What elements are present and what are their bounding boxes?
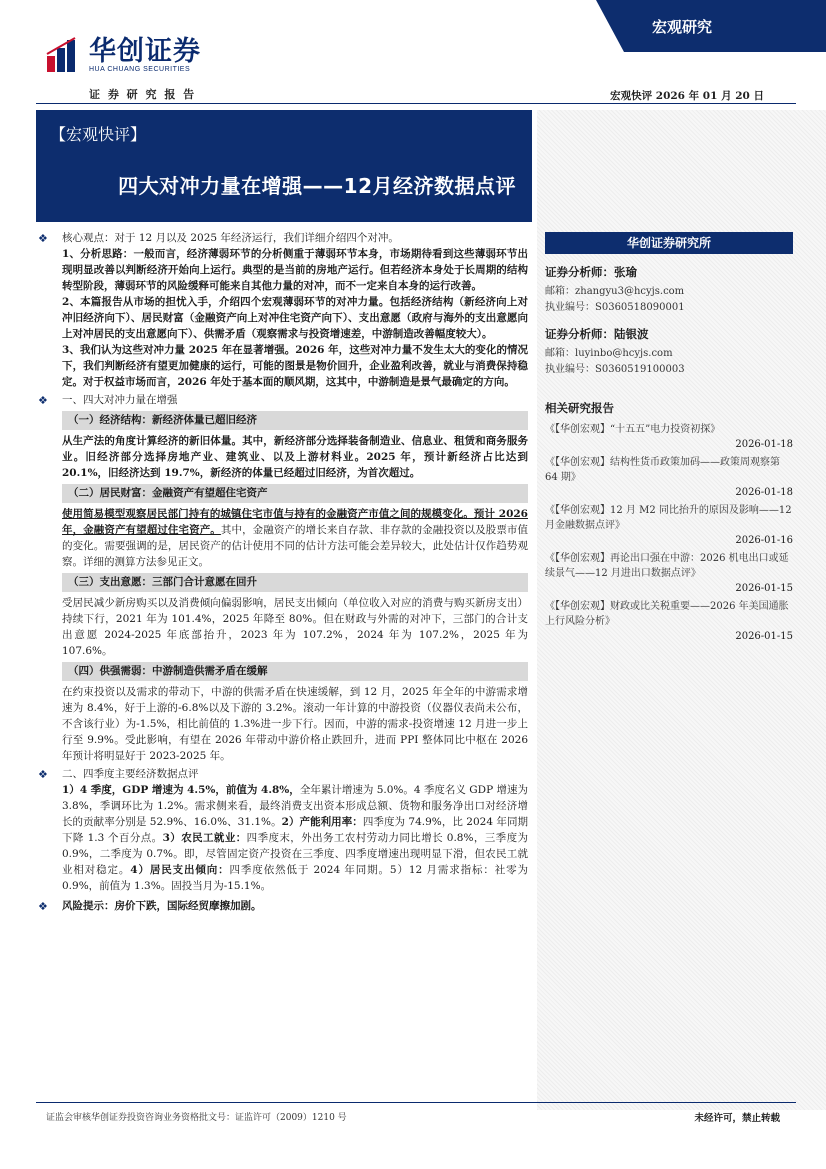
report-tag: 【宏观快评】: [50, 125, 147, 144]
logo-en-text: HUA CHUANG SECURITIES: [89, 65, 191, 73]
company-logo: [45, 36, 201, 74]
related-report-date: 2026-01-16: [735, 535, 793, 546]
risk-warning: 风险提示：房价下跌，国际经贸摩擦加剧。: [62, 900, 262, 912]
related-report-link[interactable]: 《【华创宏观】12 月 M2 同比抬升的原因及影响——12 月金融数据点评》: [545, 505, 792, 531]
header-divider: [36, 103, 796, 104]
main-content: [36, 230, 528, 914]
section-text-emphasis: 使用简易模型观察居民部门持有的城镇住宅市值与持有的金融资产市值之间的规模变化。预计 2026 年，金融资产有望超过住宅资产。: [62, 508, 528, 536]
related-reports-title: 相关研究报告: [545, 401, 614, 415]
analyst-email[interactable]: 邮箱：luyinbo@hcyjs.com: [545, 348, 673, 359]
subsection-bar: （二）居民财富：金融资产有望超住宅资产: [62, 484, 528, 503]
diamond-bullet-icon: ❖: [38, 768, 48, 781]
title-banner: [36, 110, 532, 222]
sidebar: [545, 232, 793, 647]
related-report-date: 2026-01-15: [735, 583, 793, 594]
footer-divider: [36, 1102, 796, 1103]
report-meta: 宏观快评 2026 年 01 月 20 日: [610, 90, 764, 102]
logo-mark-icon: [45, 36, 83, 74]
report-title: 四大对冲力量在增强——12月经济数据点评: [118, 174, 516, 198]
diamond-bullet-icon: ❖: [38, 394, 48, 407]
diamond-bullet-icon: ❖: [38, 232, 48, 245]
section-text: 从生产法的角度计算经济的新旧体量。其中，新经济部分选择装备制造业、信息业、租赁和商务服务业。旧经济部分选择房地产业、建筑业、以及上游材料业。2025 年，预计新经济占比达到 20.1%，旧经济达到 19.7%，新经济的体量已经超过旧经济，为首次超过。: [62, 435, 528, 479]
spending-label: 4）居民支出倾向：: [130, 864, 230, 876]
footer-license: 证监会审核华创证券投资咨询业务资格批文号：证监许可（2009）1210 号: [46, 1113, 347, 1123]
analyst-email[interactable]: 邮箱：zhangyu3@hcyjs.com: [545, 286, 685, 297]
subsection-bar: （三）支出意愿：三部门合计意愿在回升: [62, 573, 528, 592]
related-report-link[interactable]: 《【华创宏观】“十五五”电力投资初探》: [545, 424, 721, 435]
core-view-label: 核心观点：对于 12 月以及 2025 年经济运行，我们详细介绍四个对冲。: [62, 232, 399, 244]
category-label: 宏观研究: [652, 18, 713, 36]
report-type: 证 券 研 究 报 告: [89, 88, 197, 101]
subsection-bar: （四）供强需弱：中游制造供需矛盾在缓解: [62, 662, 528, 681]
related-report-date: 2026-01-18: [735, 487, 793, 498]
section-heading: 一、四大对冲力量在增强: [62, 394, 178, 406]
diamond-bullet-icon: ❖: [38, 900, 48, 913]
related-report-link[interactable]: 《【华创宏观】结构性货币政策加码——政策周观察第 64 期》: [545, 457, 780, 483]
gdp-label: 1）4 季度，GDP 增速为 4.5%，前值为 4.8%，: [62, 784, 300, 796]
migrant-text: 四季度末，外出务工农村劳动力同比增长 0.8%，三季度为 0.9%，二季度为 0.7%。即，尽管固定资产投资在三季度、四季度增速出现明显下滑，但农民工就业相对稳定。: [62, 832, 529, 876]
analyst-license: 执业编号：S0360519100003: [545, 364, 685, 375]
core-point-3: 3、我们认为这些对冲力量 2025 年在显著增强。2026 年，这些对冲力量不发生太大的变化的情况下，我们判断经济有望更加健康的运行，可能的图景是物价回升，企业盈利改善，就业与消费保持稳定。对于权益市场而言，2026 年处于基本面的顺风期，这其中，中游制造是景气最确定的方向。: [62, 344, 528, 388]
related-report-date: 2026-01-15: [735, 631, 793, 642]
migrant-label: 3）农民工就业：: [162, 832, 247, 844]
core-point-1: 1、分析思路：一般而言，经济薄弱环节的分析侧重于薄弱环节本身，市场期待看到这些薄弱环节出现明显改善以判断经济开始向上运行。典型的是当前的房地产运行。但若经济本身处于长周期的结构转型阶段，薄弱环节的风险缓释可能来自其他力量的对冲，而不一定来自本身的运行改善。: [62, 248, 528, 292]
section-text: 受居民减少新房购买以及消费倾向偏弱影响，居民支出倾向（单位收入对应的消费与购买新房支出）持续下行，2021 年为 101.4%，2025 年降至 80%。但在财政与外需的对冲下，三部门的合计支出意愿 2024-2025 年底部抬升，2023 年为 107.2%，2024 年为 107.2%，2025 年为 107.6%。: [62, 597, 528, 657]
capacity-label: 2）产能利用率：: [281, 816, 363, 828]
gdp-text: 全年累计增速为 5.0%。4 季度名义 GDP 增速为 3.8%，季调环比为 1.2%。需求侧来看，最终消费支出资本形成总额、货物和服务净出口对经济增长的贡献率分别是 52.9%、16.0%、31.1%。: [62, 784, 528, 828]
section-heading: 二、四季度主要经济数据点评: [62, 768, 199, 780]
analyst-license: 执业编号：S0360518090001: [545, 302, 685, 313]
core-point-2: 2、本篇报告从市场的担忧入手，介绍四个宏观薄弱环节的对冲力量。包括经济结构（新经济向上对冲旧经济向下）、居民财富（金融资产向上对冲住宅资产向下）、支出意愿（政府与海外的支出意愿向上对冲居民的支出意愿向下）、供需矛盾（观察需求与投资增速差，中游制造改善幅度较大）。: [62, 296, 528, 340]
related-report-date: 2026-01-18: [735, 439, 793, 450]
related-report-link[interactable]: 《【华创宏观】再论出口强在中游：2026 机电出口或延续景气——12 月进出口数据点评》: [545, 553, 789, 579]
spending-text: 四季度依然低于 2024 年同期。5）12 月需求指标：社零为 0.9%，前值为 1.3%。固投当月为-15.1%。: [62, 864, 528, 892]
section-text: 其中，金融资产的增长来自存款、非存款的金融投资以及股票市值的变化。需要强调的是，居民资产的估计使用不同的估计方法可能会差异较大，此处估计仅作趋势观察。详细的测算方法参见正文。: [62, 524, 529, 568]
subsection-bar: （一）经济结构：新经济体量已超旧经济: [62, 411, 528, 430]
analyst-name: 证券分析师：陆银波: [545, 327, 649, 341]
logo-cn-text: 华创证券: [89, 35, 201, 67]
section-text: 在约束投资以及需求的带动下，中游的供需矛盾在快速缓解，到 12 月，2025 年全年的中游需求增速为 8.4%，好于上游的-6.8%以及下游的 3.2%。滚动一年计算的中游投资（仪器仪表尚未公布，不含该行业）为-1.5%，相比前值的 1.3%进一步下行。因而，中游的需求-投资增速 12 月进一步上行至 9.9%。受此影响，有望在 2026 年带动中游价格止跌回升，进而 PPI 整体同比中枢在 2026 年预计将明显好于 2023-2025 年。: [62, 686, 528, 762]
related-report-link[interactable]: 《【华创宏观】财政或比关税重要——2026 年美国通胀上行风险分析》: [545, 601, 789, 627]
footer-notice: 未经许可，禁止转载: [694, 1113, 780, 1124]
firm-name: 华创证券研究所: [545, 232, 793, 254]
capacity-text: 四季度为 74.9%，比 2024 年同期下降 1.3 个百分点。: [62, 816, 529, 844]
analyst-name: 证券分析师：张瑜: [545, 265, 637, 279]
